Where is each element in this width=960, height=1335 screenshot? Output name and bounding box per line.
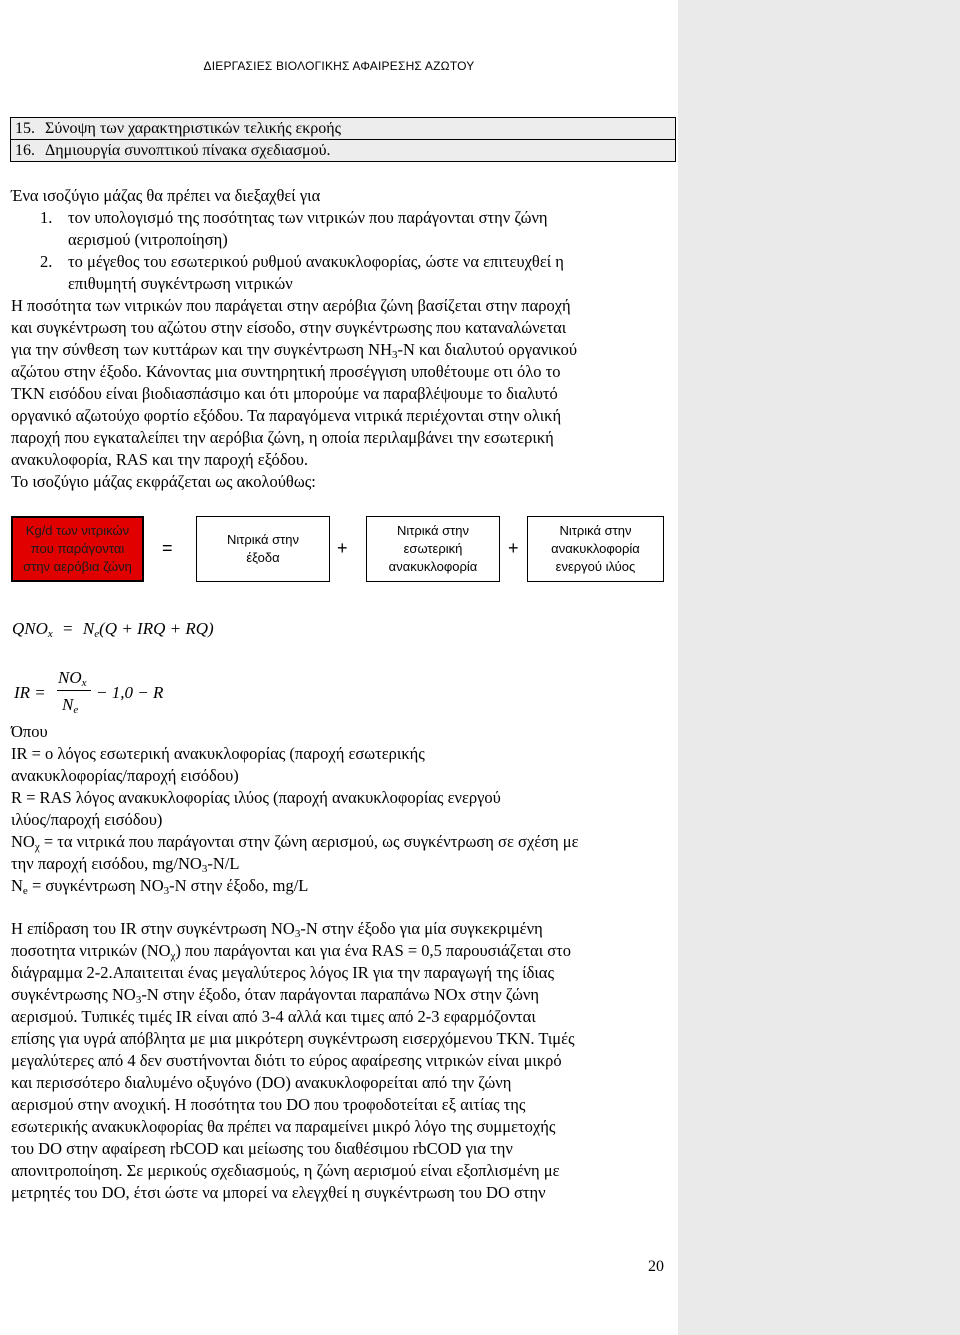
list-item-number: 2. [40, 252, 53, 271]
definition-line: IR = ο λόγος εσωτερική ανακυκλοφορίας (παροχή εσωτερικής [11, 744, 425, 763]
step-text: Δημιουργία συνοπτικού πίνακα σχεδιασμού. [41, 140, 676, 162]
nitrate-produced-box: Kg/d των νιτρικών που παράγονται στην αερόβια ζώνη [11, 516, 144, 582]
fraction-bar [57, 690, 91, 691]
step-text: Σύνοψη των χαρακτηριστικών τελικής εκροής [41, 118, 676, 140]
plus-sign: + [337, 538, 348, 558]
equation-ir-rest: − 1,0 − R [96, 683, 164, 702]
definition-line: $NO_\chi = \tau\alpha$ νιτρικά που παράγονται στην ζώνη αερισμού, ως συγκέντρωση σε σχέση με [11, 832, 579, 853]
paragraph-line: επίσης για υγρά απόβλητα με μια μικρότερη συγκέντρωση εισερχόμενου ΤΚΝ. Τιμές [11, 1029, 575, 1048]
paragraph-line: ποσοτητα νιτρικών $(NO_\chi)$ που παράγονται και για ένα RAS = 0,5 παρουσιάζεται στο [11, 941, 572, 962]
paragraph-line: και συγκέντρωση του αζώτου στην είσοδο, στην συγκέντρωσης που καταναλώνεται [11, 318, 567, 337]
paragraph-line: μετρητές του DO, έτσι ώστε να μπορεί να ελεγχθεί η συγκέντρωση του DO στην [11, 1183, 546, 1202]
comment-margin [678, 0, 960, 1335]
nitrate-effluent-box: Νιτρικά στην έξοδα [196, 516, 330, 582]
definition-line: ιλύος/παροχή εισόδου) [11, 810, 163, 829]
equation-ir-denominator: $N_e$ [62, 695, 79, 716]
paragraph-line: Το ισοζύγιο μάζας εκφράζεται ως ακολούθως: [11, 472, 316, 491]
paragraph-line: ΤΚΝ εισόδου είναι βιοδιασπάσιμο και ότι μπορούμε να παραβλέψουμε το διαλυτό [11, 384, 558, 403]
paragraph-line: διάγραμμα 2-2.Απαιτειται ένας μεγαλύτερος λόγος IR για την παραγωγή της ίδιας [11, 963, 554, 982]
paragraph-line: και περισσότερο διαλυμένο οξυγόνο (DO) ανακυκλοφορείται από την ζώνη [11, 1073, 512, 1092]
list-item-text-cont: επιθυμητή συγκέντρωση νιτρικών [68, 274, 293, 293]
list-item-text: τον υπολογισμό της ποσότητας των νιτρικών που παράγονται στην ζώνη [68, 208, 548, 227]
intro-text: Ένα ισοζύγιο μάζας θα πρέπει να διεξαχθεί για [11, 186, 321, 205]
step-number: 16. [11, 140, 42, 162]
paragraph-line: αερισμού. Τυπικές τιμές IR είναι από 3-4 αλλά και τιμες από 2-3 εφαρμόζονται [11, 1007, 536, 1026]
definition-line: ανακυκλοφορίας/παροχή εισόδου) [11, 766, 239, 785]
equation-ir-numerator: $NO_x$ [58, 668, 87, 689]
paragraph-line: του DO στην αφαίρεση rbCOD και μείωσης του διαθέσιμου rbCOD για την [11, 1139, 513, 1158]
paragraph-line: ανακυλοφορία, RAS και την παροχή εξόδου. [11, 450, 309, 469]
paragraph-line: αζώτου στην έξοδο. Κάνοντας μια συντηρητική προσέγγιση υποθέτουμε οτι όλο το [11, 362, 561, 381]
paragraph-line: μεγαλύτερες από 4 δεν συστήνονται διότι το εύρος αφαίρεσης νιτρικών είναι μικρό [11, 1051, 562, 1070]
running-header: ΔΙΕΡΓΑΣΙΕΣ ΒΙΟΛΟΓΙΚΗΣ ΑΦΑΙΡΕΣΗΣ ΑΖΩΤΟΥ [203, 59, 475, 73]
definition-line: $N_e = \sigma\upsilon\gamma\kappa έ\nu\tau\rho\omega\sigma\eta$ $NO_3-N$ στην έξοδο, mg/L [11, 876, 309, 897]
paragraph-line: εσωτερικής ανακυκλοφορίας θα πρέπει να παραμείνει μικρό λόγο της συμμετοχής [11, 1117, 556, 1136]
paragraph-line: Η επίδραση του IR στην συγκέντρωση $NO_3-N$ στην έξοδο για μία συγκεκριμένη [11, 919, 543, 940]
paragraph-line: οργανικό αζωτούχο φορτίο εξόδου. Τα παραγόμενα νιτρικά περιέχονται στην ολική [11, 406, 562, 425]
design-steps-table [10, 117, 676, 162]
equation-mass-balance: $QNO_x = N_e(Q$ + IRQ + RQ) [12, 619, 214, 640]
paragraph-line: Η ποσότητα των νιτρικών που παράγεται στην αερόβια ζώνη βασίζεται στην παροχή [11, 296, 571, 315]
paragraph-line: παροχή που εγκαταλείπει την αερόβια ζώνη, η οποία περιλαμβάνει την εσωτερική [11, 428, 554, 447]
list-item-number: 1. [40, 208, 53, 227]
table-row [11, 118, 676, 140]
definition-line: R = RAS λόγος ανακυκλοφορίας ιλύος (παροχή ανακυκλοφορίας ενεργού [11, 788, 501, 807]
definitions-title: Όπου [11, 722, 48, 741]
plus-sign: + [508, 538, 519, 558]
paragraph-line: συγκέντρωσης $NO_3-N$ στην έξοδο, όταν παράγονται παραπάνω NOx στην ζώνη [11, 985, 539, 1006]
page-number: 20 [648, 1258, 664, 1275]
paragraph-line: αερισμού στην ανοχική. Η ποσότητα του DO που τροφοδοτείται εξ αιτίας της [11, 1095, 526, 1114]
step-number: 15. [11, 118, 42, 140]
list-item-text: το μέγεθος του εσωτερικού ρυθμού ανακυκλοφορίας, ώστε να επιτευχθεί η [68, 252, 564, 271]
nitrate-ras-box: Νιτρικά στην ανακυκλοφορία ενεργού ιλύος [527, 516, 664, 582]
list-item-text-cont: αερισμού (νιτροποίηση) [68, 230, 228, 249]
table-row [11, 140, 676, 162]
nitrate-internal-recycle-box: Νιτρικά στην εσωτερική ανακυκλοφορία [366, 516, 500, 582]
definition-line: την παροχή εισόδου, $mg/NO_3-N/L$ [11, 854, 240, 875]
paragraph-line: απονιτροποίηση. Σε μερικούς σχεδιασμούς, η ζώνη αερισμού είναι εξοπλισμένη με [11, 1161, 560, 1180]
paragraph-line: για την σύνθεση των κυττάρων και την συγκέντρωση $NH_3-N$ και διαλυτού οργανικού [11, 340, 577, 361]
equals-sign: = [162, 538, 173, 558]
equation-ir-lhs: IR = [14, 683, 46, 702]
